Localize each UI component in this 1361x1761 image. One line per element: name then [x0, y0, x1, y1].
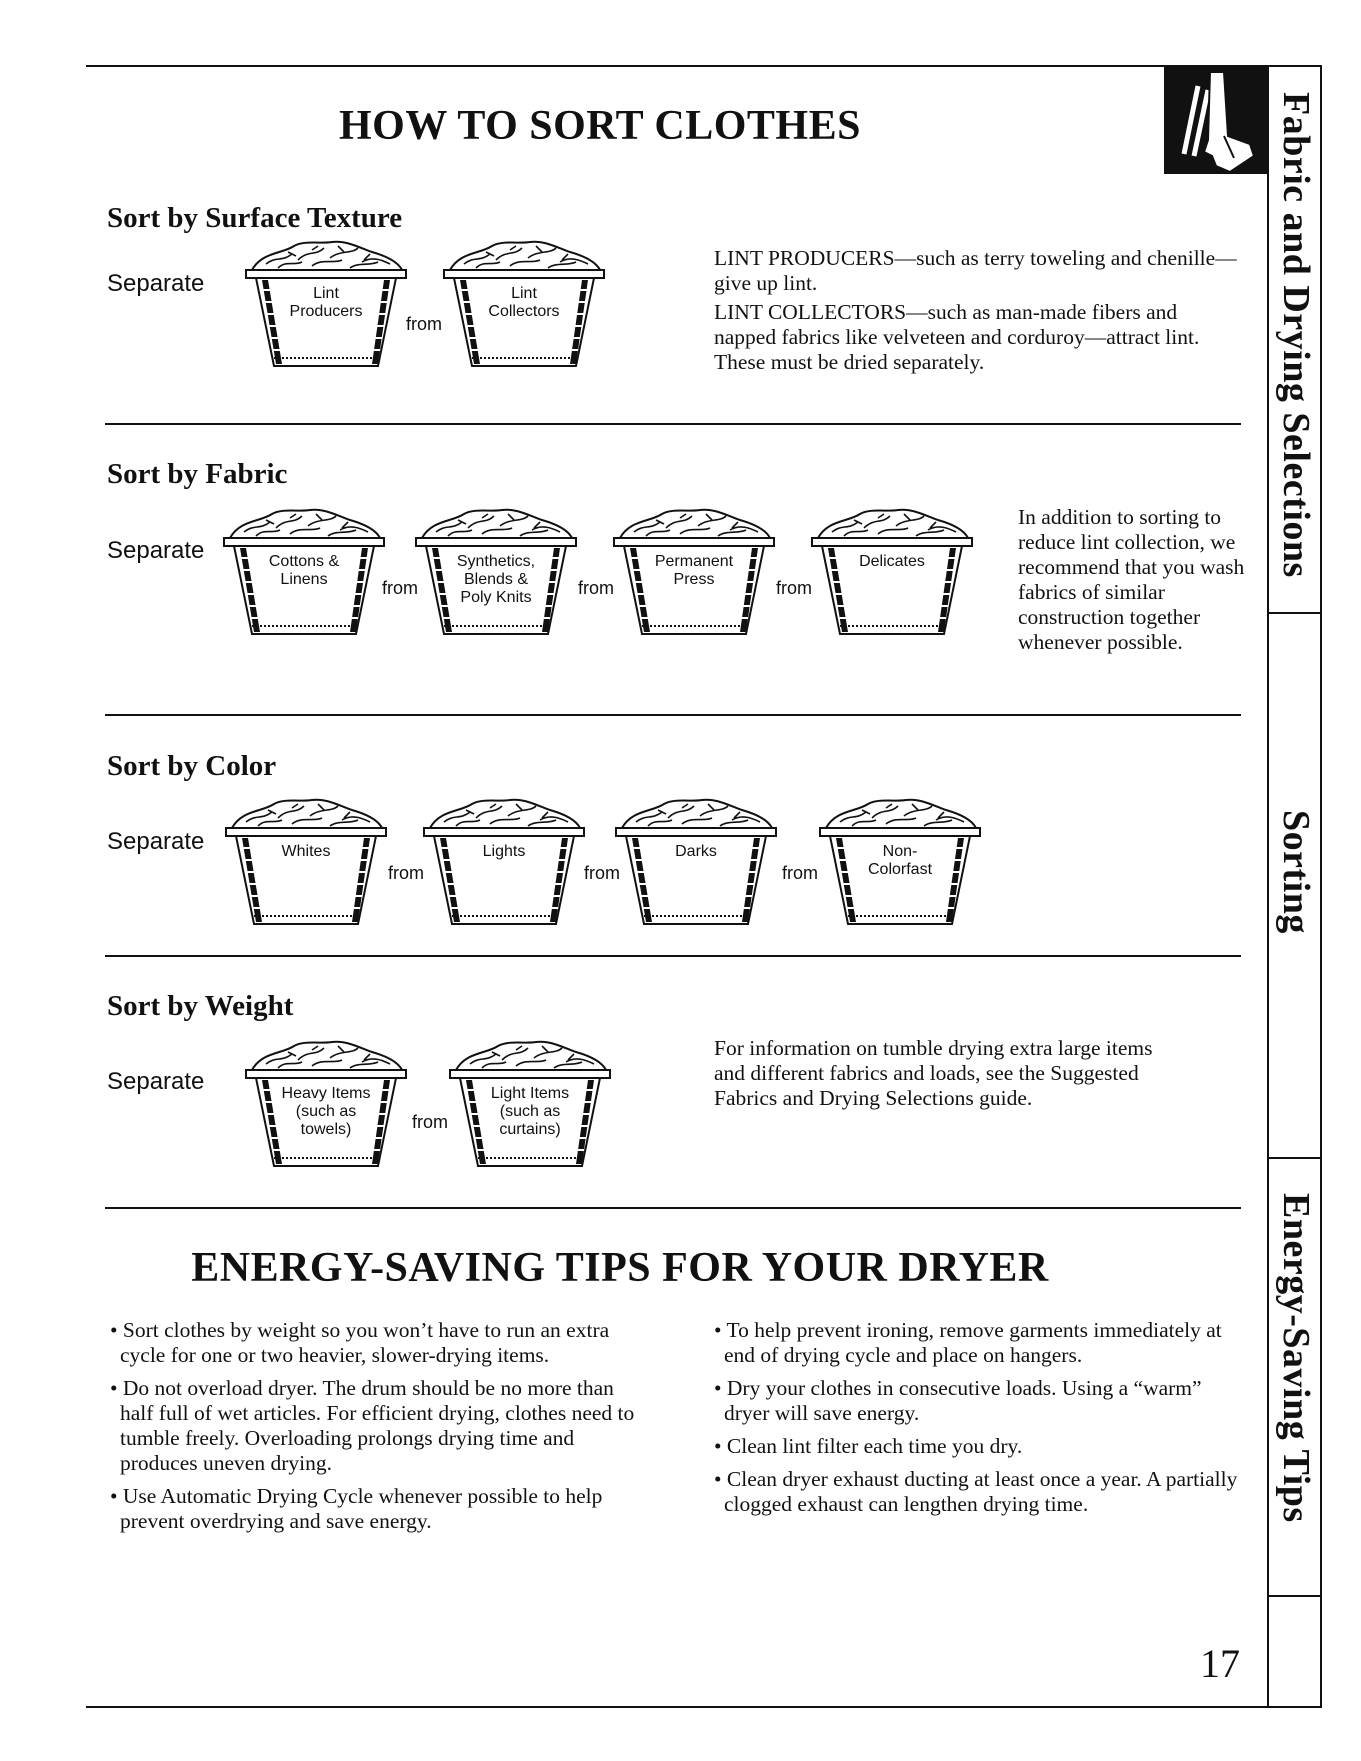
fabric-description: In addition to sorting to reduce lint collection, we recommend that you wash fabrics of similar construction together whenever possible.	[1018, 505, 1245, 654]
basket-label: Non- Colorfast	[867, 843, 933, 878]
laundry-basket-icon	[222, 798, 390, 928]
basket-darks	[612, 798, 780, 928]
basket-lint-producers	[242, 240, 410, 370]
divider-3	[105, 955, 1241, 957]
divider-1	[105, 423, 1241, 425]
tip-item: • Use Automatic Drying Cycle whenever possible to help prevent overdrying and save energy.	[110, 1484, 603, 1533]
basket-label: Light Items (such as curtains)	[490, 1085, 570, 1138]
from-label: from	[382, 578, 418, 598]
tip-text: Dry your clothes in consecutive loads. Using a “warm” dryer will save energy.	[724, 1376, 1202, 1425]
basket-non-colorfast	[816, 798, 984, 928]
from-label: from	[782, 863, 818, 883]
weight-description: For information on tumble drying extra large items and different fabrics and loads, see the Suggested Fabrics and Drying Selections guide.	[714, 1036, 1153, 1110]
energy-heading: ENERGY-SAVING TIPS FOR YOUR DRYER	[191, 1245, 1049, 1291]
lint-collectors-text: LINT COLLECTORS—such as man-made fibers and napped fabrics like velveteen and corduroy—attract lint. These must be dried separately.	[714, 300, 1200, 374]
tab-fabric-drying[interactable]: Fabric and Drying Selections	[1275, 92, 1317, 578]
page-title: HOW TO SORT CLOTHES	[339, 103, 861, 149]
tip-item: • Clean lint filter each time you dry.	[714, 1434, 1023, 1458]
basket-lint-collectors	[440, 240, 608, 370]
tab-sorting[interactable]: Sorting	[1275, 810, 1317, 934]
basket-label: Lights	[482, 843, 526, 860]
laundry-basket-icon	[612, 798, 780, 928]
tip-item: • Clean dryer exhaust ducting at least once a year. A partially clogged exhaust can lengthen drying time.	[714, 1467, 1238, 1516]
tab-divider-3	[1267, 1595, 1322, 1597]
tip-text: To help prevent ironing, remove garments immediately at end of drying cycle and place on hangers.	[724, 1318, 1222, 1367]
basket-permanent-press	[610, 508, 778, 638]
top-rule	[86, 65, 1322, 67]
basket-label: Lint Collectors	[488, 285, 560, 320]
basket-synthetics	[412, 508, 580, 638]
tip-item: • Do not overload dryer. The drum should be no more than half full of wet articles. For efficient drying, clothes need to tumble freely. Overloading prolongs drying time and produces uneven drying.	[110, 1376, 635, 1475]
basket-label: Permanent Press	[654, 553, 734, 588]
bottom-rule	[86, 1706, 1322, 1708]
tip-text: Clean lint filter each time you dry.	[726, 1434, 1023, 1458]
from-label: from	[412, 1112, 448, 1132]
tab-divider-1	[1267, 612, 1322, 614]
basket-whites	[222, 798, 390, 928]
section-heading-weight: Sort by Weight	[107, 990, 294, 1022]
tip-item: • Dry your clothes in consecutive loads. Using a “warm” dryer will save energy.	[714, 1376, 1202, 1425]
basket-label: Lint Producers	[289, 285, 363, 320]
basket-cottons-linens	[220, 508, 388, 638]
basket-light-items	[446, 1040, 614, 1170]
tip-text: Use Automatic Drying Cycle whenever possible to help prevent overdrying and save energy.	[120, 1484, 603, 1533]
from-label: from	[406, 314, 442, 334]
lint-producers-text: LINT PRODUCERS—such as terry toweling and chenille—give up lint.	[714, 246, 1237, 295]
basket-delicates	[808, 508, 976, 638]
section-heading-surface: Sort by Surface Texture	[107, 202, 403, 234]
from-label: from	[584, 863, 620, 883]
basket-label: Whites	[281, 843, 331, 860]
energy-tips-left	[110, 1318, 650, 1542]
surface-description	[714, 246, 1244, 379]
from-label: from	[776, 578, 812, 598]
separate-label: Separate	[107, 828, 205, 855]
tip-text: Do not overload dryer. The drum should be no more than half full of wet articles. For efficient drying, clothes need to tumble freely. Overloading prolongs drying time and produces uneven drying.	[120, 1376, 635, 1475]
page-number: 17	[1200, 1641, 1240, 1686]
tip-item: • Sort clothes by weight so you won’t have to run an extra cycle for one or two heavier, slower-drying items.	[110, 1318, 610, 1367]
section-heading-color: Sort by Color	[107, 750, 277, 782]
basket-label: Delicates	[859, 553, 925, 570]
section-heading-fabric: Sort by Fabric	[107, 458, 288, 490]
laundry-basket-icon	[808, 508, 976, 638]
basket-heavy-items	[242, 1040, 410, 1170]
tip-text: Sort clothes by weight so you won’t have to run an extra cycle for one or two heavier, slower-drying items.	[120, 1318, 610, 1367]
basket-label: Synthetics, Blends & Poly Knits	[456, 553, 536, 606]
basket-lights	[420, 798, 588, 928]
basket-label: Cottons & Linens	[268, 553, 340, 588]
divider-4	[105, 1207, 1241, 1209]
tab-energy-saving[interactable]: Energy-Saving Tips	[1275, 1193, 1317, 1523]
laundry-basket-icon	[420, 798, 588, 928]
tab-border-right	[1320, 65, 1322, 1708]
divider-2	[105, 714, 1241, 716]
hand-pointer-icon	[1164, 66, 1267, 174]
tip-item: • To help prevent ironing, remove garments immediately at end of drying cycle and place on hangers.	[714, 1318, 1222, 1367]
energy-tips-right	[714, 1318, 1244, 1525]
basket-label: Heavy Items (such as towels)	[281, 1085, 371, 1138]
tip-text: Clean dryer exhaust ducting at least once a year. A partially clogged exhaust can lengthen drying time.	[724, 1467, 1238, 1516]
separate-label: Separate	[107, 270, 205, 297]
from-label: from	[578, 578, 614, 598]
basket-label: Darks	[675, 843, 717, 860]
tab-divider-2	[1267, 1157, 1322, 1159]
separate-label: Separate	[107, 1068, 205, 1095]
from-label: from	[388, 863, 424, 883]
separate-label: Separate	[107, 537, 205, 564]
